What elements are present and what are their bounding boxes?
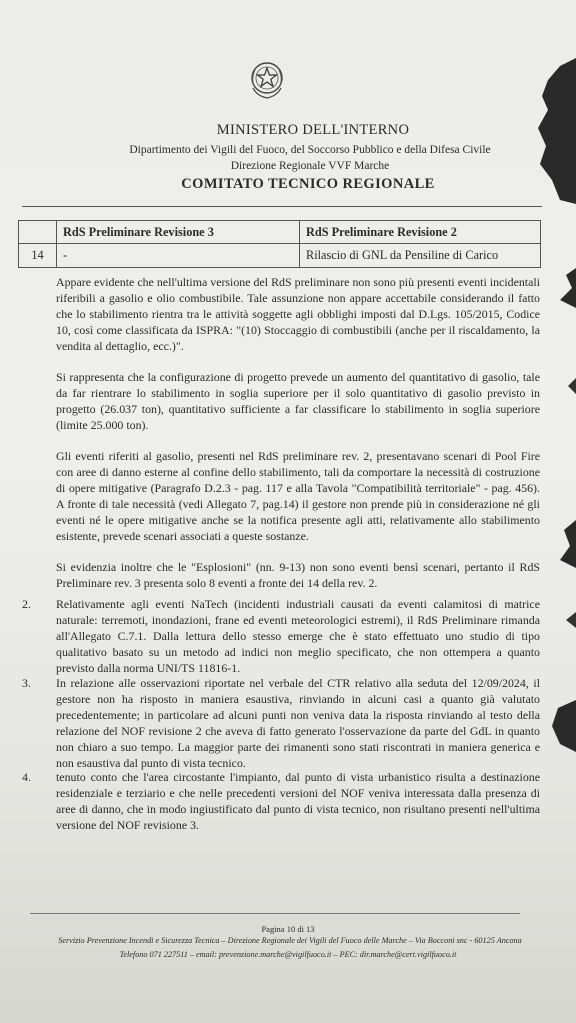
list-item-number: 2.	[22, 597, 31, 611]
committee-title: COMITATO TECNICO REGIONALE	[181, 176, 435, 192]
footer-office-address: Servizio Prevenzione Incendi e Sicurezza Tecnica – Direzione Regionale dei Vigili del Fuoco delle Marche – Via Bocconi snc - 60125 Ancona	[58, 936, 522, 945]
footer-contacts: Telefono 071 227511 – email: prevenzione.marche@vigilfuoco.it – PEC: dir.marche@cert.vigilfuoco.it	[119, 950, 457, 959]
paragraph-project-configuration: Si rappresenta che la configurazione di progetto prevede un aumento del quantitativo di gasolio, tale da far rientrare lo stabilimento in soglia superiore per il solo quantitativo di gasolio previsto in progetto (26.037 ton), quantitativo sufficiente a far classificare lo stabilimento in soglia superiore (limite 25.000 ton).	[56, 370, 540, 432]
list-item-ctr-observations: In relazione alle osservazioni riportate nel verbale del CTR relativo alla seduta del 12/09/2024, il gestore non ha risposto in maniera esaustiva, rinviando in alcuni casi a quanto già valutato precedentemente; in particolare ad alcuni punti non veniva data la risposta rinviando al testo della relazione del NOF revisione 2 che aveva di fatto generato l'osservazione da parte del GdL in quanto non chiaro a suo tempo. La maggior parte dei rimanenti sono stati riscontrati in maniera generica e non esaustiva dal punto di vista tecnico.	[56, 676, 540, 770]
table-header-cell: RdS Preliminare Revisione 2	[300, 221, 541, 244]
footer-divider	[30, 913, 520, 914]
revision-comparison-table	[18, 220, 541, 268]
paragraph-fuel-events: Appare evidente che nell'ultima versione del RdS preliminare non sono più presenti eventi incidentali riferibili a gasolio e olio combustibile. Tale assunzione non appare accettabile considerando il fatto che lo stabilimento rientra tra le attività soggette agli obblighi imposti dal D.Lgs. 105/2015, Codice 10, così come classificata da ISPRA: "(10) Stoccaggio di combustibili (anche per il riscaldamento, la vendita al dettaglio, ecc.)".	[56, 275, 540, 353]
regional-directorate: Direzione Regionale VVF Marche	[230, 160, 390, 172]
list-item-urban-area: tenuto conto che l'area circostante l'impianto, dal punto di vista urbanistico risulta a destinazione residenziale e terziario e che nelle precedenti versioni del NOF veniva interessata dalla presenza di aree di danno, che in modo ingiustificato dal punto di vista tecnico, non risultano presenti nell'ultima versione del NOF revisione 3.	[56, 770, 540, 832]
table-cell-rev2: Rilascio di GNL da Pensiline di Carico	[300, 244, 541, 268]
table-header-cell	[19, 221, 57, 244]
paragraph-pool-fire: Gli eventi riferiti al gasolio, presenti nel RdS preliminare rev. 2, presentavano scenari di Pool Fire con aree di danno esterne al confine dello stabilimento, tali da comportare la necessità di costruzione di opere mitigative (Paragrafo D.2.3 - pag. 117 e alla Tavola "Compatibilità territoriale" - pag. 456). A fronte di tale necessità (vedi Allegato 7, pag.14) il gestore non prende più in considerazione né gli eventi né le opere mitigative anche se la notifica presente agli atti, relativamente allo stabilimento esistente, prevede scenari associati a queste sostanze.	[56, 449, 540, 543]
table-row	[19, 244, 541, 268]
republic-emblem-icon	[247, 58, 287, 100]
page-number: Pagina 10 di 13	[261, 924, 315, 934]
table-header-row	[19, 221, 541, 244]
table-header-cell: RdS Preliminare Revisione 3	[57, 221, 300, 244]
ministry-title: MINISTERO DELL'INTERNO	[216, 122, 410, 138]
header-divider	[22, 206, 542, 207]
list-item-number: 3.	[22, 676, 31, 690]
table-cell-rev3: -	[57, 244, 300, 268]
paragraph-explosions: Si evidenzia inoltre che le "Esplosioni" (nn. 9-13) non sono eventi bensì scenari, pertanto il RdS Preliminare rev. 3 presenta solo 8 eventi a fronte dei 14 della rev. 2.	[56, 560, 540, 590]
list-item-natech: Relativamente agli eventi NaTech (incidenti industriali causati da eventi calamitosi di matrice naturale: terremoti, inondazioni, frane ed eventi meteorologici estremi), il RdS Preliminare rimanda all'Allegato C.7.1. Dalla lettura dello stesso emerge che è stato effettuato uno studio di tipo qualitativo basato su un metodo ad indici non meglio specificato, che non ottempera a quanto previsto dalla norma UNI/TS 11816-1.	[56, 597, 540, 675]
table-cell-num: 14	[19, 244, 57, 268]
list-item-number: 4.	[22, 770, 31, 784]
department-name: Dipartimento dei Vigili del Fuoco, del Soccorso Pubblico e della Difesa Civile	[129, 144, 491, 156]
